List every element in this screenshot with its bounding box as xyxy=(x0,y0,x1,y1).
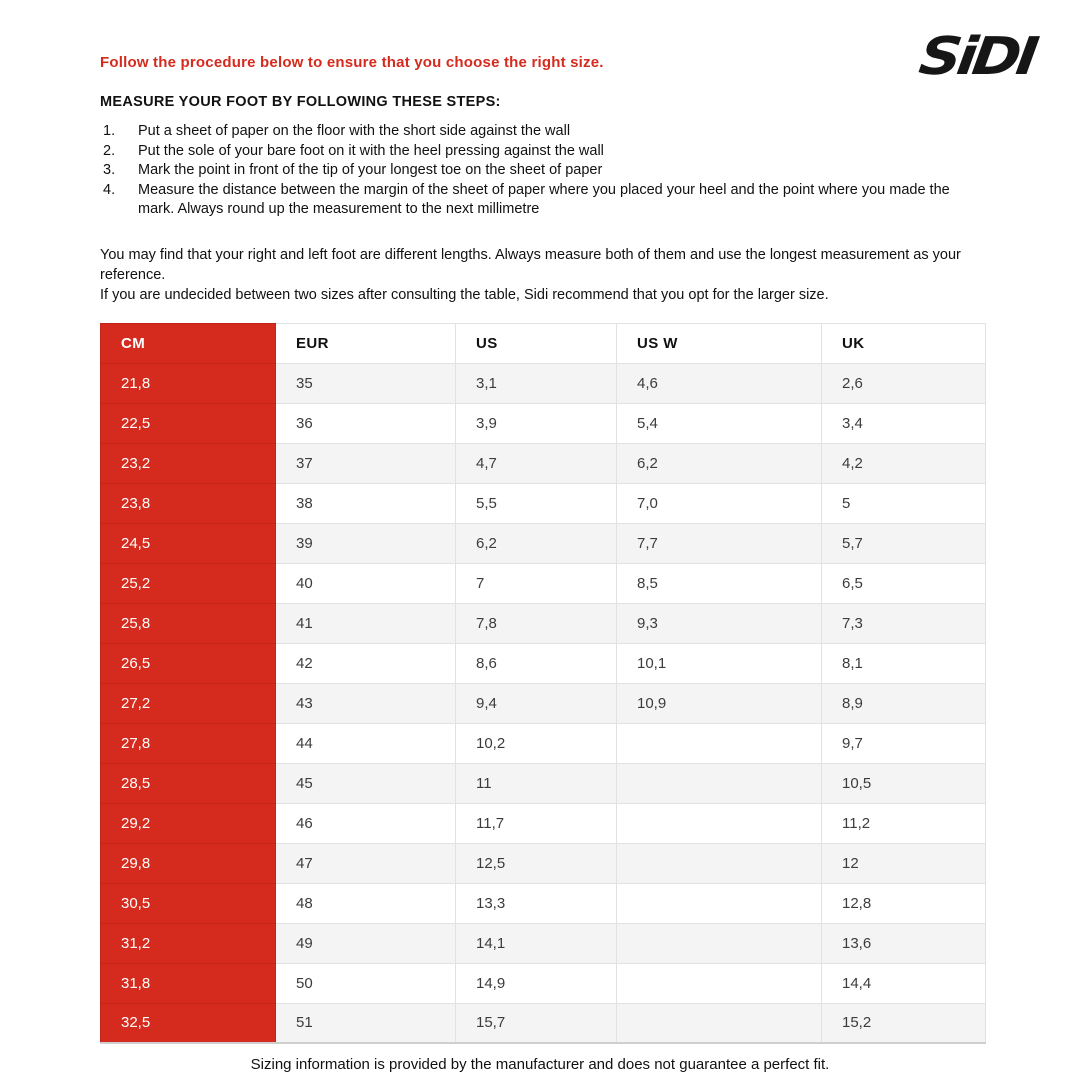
note-larger-size: If you are undecided between two sizes after consulting the table, Sidi recommend that you opt for the larger size. xyxy=(100,286,829,303)
size-cell: 50 xyxy=(276,963,456,1003)
cm-cell: 29,8 xyxy=(101,843,276,883)
cm-cell: 24,5 xyxy=(101,523,276,563)
steps-list xyxy=(100,122,985,220)
size-cell xyxy=(617,843,822,883)
cm-cell: 31,8 xyxy=(101,963,276,1003)
size-cell: 12,8 xyxy=(822,883,986,923)
size-cell: 7,0 xyxy=(617,483,822,523)
size-cell: 3,9 xyxy=(456,403,617,443)
size-cell: 11 xyxy=(456,763,617,803)
size-cell: 5,7 xyxy=(822,523,986,563)
step-number: 1. xyxy=(103,123,116,139)
table-row xyxy=(101,723,986,763)
size-cell: 13,6 xyxy=(822,923,986,963)
size-cell: 8,6 xyxy=(456,643,617,683)
size-cell: 46 xyxy=(276,803,456,843)
size-table-body xyxy=(101,363,986,1043)
step-text: Put a sheet of paper on the floor with the short side against the wall xyxy=(138,123,571,139)
size-cell: 9,3 xyxy=(617,603,822,643)
size-cell: 51 xyxy=(276,1003,456,1043)
cm-cell: 28,5 xyxy=(101,763,276,803)
size-cell: 40 xyxy=(276,563,456,603)
size-cell: 2,6 xyxy=(822,363,986,403)
col-header-cm: CM xyxy=(101,323,276,363)
col-header-eur: EUR xyxy=(276,323,456,363)
size-cell: 36 xyxy=(276,403,456,443)
cm-cell: 27,8 xyxy=(101,723,276,763)
cm-cell: 25,8 xyxy=(101,603,276,643)
table-row xyxy=(101,603,986,643)
size-cell: 4,7 xyxy=(456,443,617,483)
size-cell xyxy=(617,883,822,923)
size-cell: 7 xyxy=(456,563,617,603)
table-row xyxy=(101,443,986,483)
size-cell: 35 xyxy=(276,363,456,403)
table-row xyxy=(101,963,986,1003)
size-cell: 41 xyxy=(276,603,456,643)
cm-cell: 23,2 xyxy=(101,443,276,483)
size-cell: 15,2 xyxy=(822,1003,986,1043)
table-row xyxy=(101,803,986,843)
table-row xyxy=(101,843,986,883)
table-row xyxy=(101,683,986,723)
size-cell: 11,7 xyxy=(456,803,617,843)
cm-cell: 25,2 xyxy=(101,563,276,603)
col-header-uk: UK xyxy=(822,323,986,363)
size-cell: 6,5 xyxy=(822,563,986,603)
note-measure-both: You may find that your right and left foot are different lengths. Always measure both of them and use the longest measurement as your reference. xyxy=(100,246,961,283)
size-cell: 7,8 xyxy=(456,603,617,643)
size-cell: 10,1 xyxy=(617,643,822,683)
table-row xyxy=(101,643,986,683)
table-row xyxy=(101,1003,986,1043)
step-item xyxy=(100,181,985,220)
size-cell xyxy=(617,1003,822,1043)
size-cell: 12,5 xyxy=(456,843,617,883)
size-table-header xyxy=(101,323,986,363)
size-cell: 49 xyxy=(276,923,456,963)
step-text: Put the sole of your bare foot on it with the heel pressing against the wall xyxy=(138,142,604,159)
size-cell: 6,2 xyxy=(617,443,822,483)
cm-cell: 22,5 xyxy=(101,403,276,443)
size-cell: 11,2 xyxy=(822,803,986,843)
size-cell: 12 xyxy=(822,843,986,883)
size-cell: 9,7 xyxy=(822,723,986,763)
size-cell xyxy=(617,803,822,843)
size-cell: 3,1 xyxy=(456,363,617,403)
table-row xyxy=(101,883,986,923)
size-cell xyxy=(617,963,822,1003)
size-cell: 37 xyxy=(276,443,456,483)
size-cell: 8,5 xyxy=(617,563,822,603)
size-cell: 45 xyxy=(276,763,456,803)
header-row xyxy=(101,323,986,363)
size-cell: 14,4 xyxy=(822,963,986,1003)
table-row xyxy=(101,923,986,963)
step-item xyxy=(100,142,985,162)
step-item xyxy=(100,161,985,181)
size-cell: 8,1 xyxy=(822,643,986,683)
size-cell: 14,9 xyxy=(456,963,617,1003)
table-row xyxy=(101,763,986,803)
cm-cell: 32,5 xyxy=(101,1003,276,1043)
notes-block xyxy=(100,245,985,305)
size-cell: 6,2 xyxy=(456,523,617,563)
sidi-logo xyxy=(824,26,1039,88)
size-cell: 48 xyxy=(276,883,456,923)
size-cell xyxy=(617,723,822,763)
step-text: Measure the distance between the margin of the sheet of paper where you placed your heel and the point where you made the mark. Always round up the measurement to the next millimetre xyxy=(138,181,950,217)
size-cell: 5,4 xyxy=(617,403,822,443)
size-cell: 7,3 xyxy=(822,603,986,643)
cm-cell: 27,2 xyxy=(101,683,276,723)
size-cell: 10,2 xyxy=(456,723,617,763)
step-item xyxy=(100,122,985,142)
step-number: 4. xyxy=(103,181,116,198)
cm-cell: 21,8 xyxy=(101,363,276,403)
size-cell: 44 xyxy=(276,723,456,763)
size-cell: 9,4 xyxy=(456,683,617,723)
size-cell: 42 xyxy=(276,643,456,683)
size-cell: 4,6 xyxy=(617,363,822,403)
step-number: 2. xyxy=(103,142,116,159)
size-cell: 3,4 xyxy=(822,403,986,443)
size-cell: 10,9 xyxy=(617,683,822,723)
size-cell xyxy=(617,763,822,803)
size-cell: 7,7 xyxy=(617,523,822,563)
cm-cell: 26,5 xyxy=(101,643,276,683)
size-cell: 38 xyxy=(276,483,456,523)
size-cell: 47 xyxy=(276,843,456,883)
step-number: 3. xyxy=(103,162,116,178)
table-row xyxy=(101,363,986,403)
size-cell: 13,3 xyxy=(456,883,617,923)
size-cell: 14,1 xyxy=(456,923,617,963)
size-cell: 15,7 xyxy=(456,1003,617,1043)
size-chart-table xyxy=(100,323,986,1045)
cm-cell: 23,8 xyxy=(101,483,276,523)
sidi-logo-text: SiDI xyxy=(915,27,1039,87)
size-cell: 5,5 xyxy=(456,483,617,523)
table-row xyxy=(101,483,986,523)
col-header-us: US xyxy=(456,323,617,363)
step-text: Mark the point in front of the tip of your longest toe on the sheet of paper xyxy=(138,162,603,178)
cm-cell: 31,2 xyxy=(101,923,276,963)
table-row xyxy=(101,523,986,563)
size-cell xyxy=(617,923,822,963)
size-cell: 4,2 xyxy=(822,443,986,483)
cm-cell: 30,5 xyxy=(101,883,276,923)
size-cell: 43 xyxy=(276,683,456,723)
size-cell: 10,5 xyxy=(822,763,986,803)
intro-text: Follow the procedure below to ensure that you choose the right size. xyxy=(100,54,604,71)
table-row xyxy=(101,403,986,443)
size-cell: 8,9 xyxy=(822,683,986,723)
size-cell: 39 xyxy=(276,523,456,563)
table-row xyxy=(101,563,986,603)
footer-disclaimer: Sizing information is provided by the manufacturer and does not guarantee a perfect fit. xyxy=(250,1056,830,1073)
col-header-usw: US W xyxy=(617,323,822,363)
cm-cell: 29,2 xyxy=(101,803,276,843)
steps-heading: MEASURE YOUR FOOT BY FOLLOWING THESE STEPS: xyxy=(100,94,501,110)
size-cell: 5 xyxy=(822,483,986,523)
